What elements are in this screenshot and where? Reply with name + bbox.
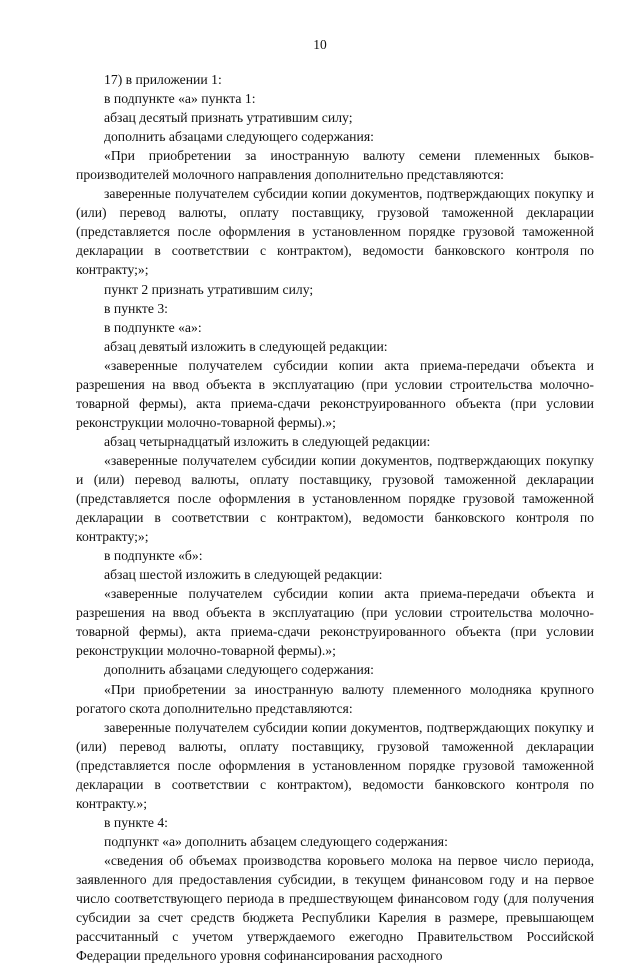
paragraph: дополнить абзацами следующего содержания: (104, 662, 374, 678)
paragraph: абзац четырнадцатый изложить в следующей редакции: (104, 433, 431, 449)
paragraph: заверенные получателем субсидии копии документов, подтверждающих покупку и (или) перевод валюты, оплату поставщику, грузовой таможенной декларации (представляется после оформления в установленном порядке грузовой таможенной декларации в соответствии с контрактом), ведомости банковского контроля по контракту;»; (76, 186, 594, 278)
paragraph: в подпункте «б»: (104, 548, 203, 564)
paragraph: дополнить абзацами следующего содержания: (104, 129, 374, 145)
paragraph: «сведения об объемах производства коровьего молока на первое число периода, заявленного для предоставления субсидии, в текущем финансовом году и на первое число соответствующего периода в предшествующем финансовом году (для получения субсидии за счет средств бюджета Республики Карелия в размере, превышающем рассчитанный с учетом утверждаемого ежегодно Правительством Российской Федерации предельного уровня софинансирования расходного (76, 852, 594, 964)
paragraph: абзац десятый признать утратившим силу; (104, 110, 353, 126)
paragraph: «При приобретении за иностранную валюту племенного молодняка крупного рогатого скота дополнительно представляются: (76, 681, 594, 716)
paragraph: заверенные получателем субсидии копии документов, подтверждающих покупку и (или) перевод валюты, оплату поставщику, грузовой таможенной декларации (представляется после оформления в установленном порядке грузовой таможенной декларации в соответствии с контрактом), ведомости банковского контроля по контракту.»; (76, 719, 594, 811)
paragraph: «заверенные получателем субсидии копии документов, подтверждающих покупку и (или) перевод валюты, оплату поставщику, грузовой таможенной декларации (представляется после оформления в установленном порядке грузовой таможенной декларации в соответствии с контрактом), ведомости банковского контроля по контракту;»; (76, 452, 594, 545)
paragraph: в пункте 4: (104, 814, 168, 830)
paragraph: «заверенные получателем субсидии копии акта приема-передачи объекта и разрешения на ввод объекта в эксплуатацию (при условии строительства молочно-товарной фермы), акта приема-сдачи реконструированного объекта (при условии реконструкции молочно-товарной фермы).»; (76, 357, 594, 430)
paragraph: в подпункте «а»: (104, 319, 202, 335)
paragraph: абзац девятый изложить в следующей редакции: (104, 338, 388, 354)
document-body (76, 70, 594, 965)
paragraph: в пункте 3: (104, 300, 168, 316)
paragraph: абзац шестой изложить в следующей редакции: (104, 567, 383, 583)
paragraph: пункт 2 признать утратившим силу; (104, 281, 314, 297)
paragraph: 17) в приложении 1: (104, 72, 222, 87)
paragraph: «При приобретении за иностранную валюту семени племенных быков-производителей молочного направления дополнительно представляются: (76, 148, 594, 183)
paragraph: «заверенные получателем субсидии копии акта приема-передачи объекта и разрешения на ввод объекта в эксплуатацию (при условии строительства молочно-товарной фермы), акта приема-сдачи реконструированного объекта (при условии реконструкции молочно-товарной фермы).»; (76, 586, 594, 659)
paragraph: в подпункте «а» пункта 1: (104, 91, 256, 107)
page-number: 10 (313, 37, 327, 52)
paragraph: подпункт «а» дополнить абзацем следующего содержания: (104, 833, 448, 849)
